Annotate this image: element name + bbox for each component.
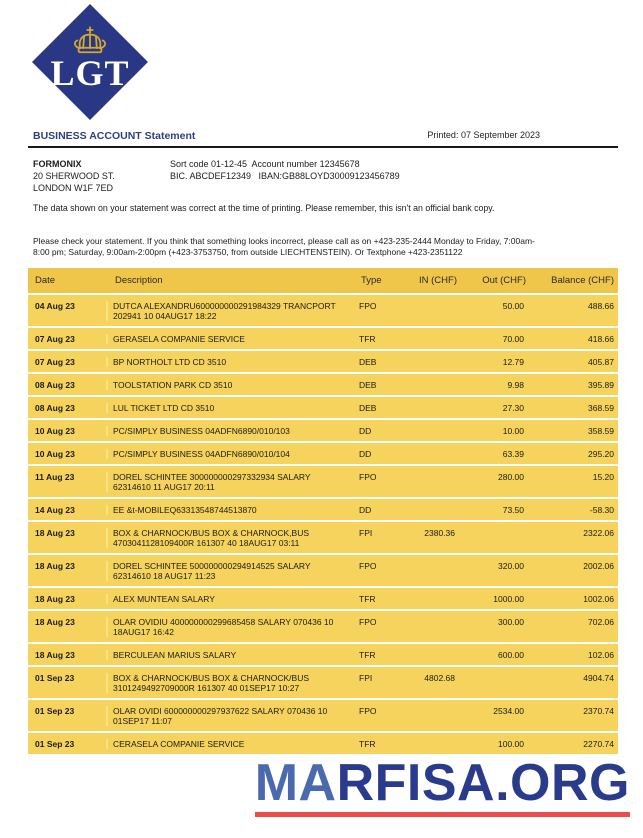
bic-iban-line: BIC. ABCDEF12349 IBAN:GB88LOYD30009123456789 xyxy=(170,171,400,181)
cell-description: DOREL SCHINTEE 500000000294914525 SALARY 62314610 18 AUG17 11:23 xyxy=(113,560,311,581)
cell-date: 01 Sep 23 xyxy=(28,673,108,693)
table-row xyxy=(28,644,618,665)
address-line-2: LONDON W1F 7ED xyxy=(33,183,114,193)
cell-balance: 368.59 xyxy=(588,402,614,413)
cell-description: LUL TICKET LTD CD 3510 xyxy=(113,402,215,413)
table-row xyxy=(28,522,618,553)
account-address xyxy=(33,158,170,194)
cell-balance: 358.59 xyxy=(588,425,614,436)
address-line-1: 20 SHERWOOD ST. xyxy=(33,171,115,181)
cell-description: TOOLSTATION PARK CD 3510 xyxy=(113,379,233,390)
cell-description: ALEX MUNTEAN SALARY xyxy=(113,593,215,604)
cell-out: 100.00 xyxy=(498,738,524,749)
table-row xyxy=(28,397,618,418)
cell-description: PC/SIMPLY BUSINESS 04ADFN6890/010/104 xyxy=(113,448,290,459)
table-row xyxy=(28,700,618,731)
statement-title: BUSINESS ACCOUNT Statement xyxy=(33,130,196,142)
col-date: Date xyxy=(35,275,56,286)
cell-description: CERASELA COMPANIE SERVICE xyxy=(113,738,245,749)
account-meta xyxy=(170,158,400,194)
cell-balance: 2270.74 xyxy=(583,738,614,749)
printed-date: Printed: 07 September 2023 xyxy=(427,130,540,140)
cell-description: BERCULEAN MARIUS SALARY xyxy=(113,649,237,660)
cell-balance: 102.06 xyxy=(588,649,614,660)
cell-type: TFR xyxy=(359,593,376,604)
table-row xyxy=(28,420,618,441)
cell-date: 18 Aug 23 xyxy=(28,528,108,548)
col-balance: Balance (CHF) xyxy=(551,275,614,286)
cell-type: FPO xyxy=(359,705,377,716)
cell-date: 10 Aug 23 xyxy=(28,426,108,436)
table-row xyxy=(28,374,618,395)
cell-out: 73.50 xyxy=(502,504,524,515)
table-row xyxy=(28,295,618,326)
table-row xyxy=(28,443,618,464)
table-header-row xyxy=(28,268,618,293)
account-block xyxy=(33,158,400,194)
cell-date: 04 Aug 23 xyxy=(28,301,108,321)
table-row xyxy=(28,588,618,609)
cell-out: 70.00 xyxy=(502,333,524,344)
cell-date: 18 Aug 23 xyxy=(28,617,108,637)
disclaimer-text: The data shown on your statement was correct at the time of printing. Please remember, this isn't an official bank copy. xyxy=(33,203,495,213)
cell-description: BP NORTHOLT LTD CD 3510 xyxy=(113,356,227,367)
lgt-logo-text: LGT xyxy=(50,53,130,93)
cell-balance: 418.66 xyxy=(588,333,614,344)
cell-date: 18 Aug 23 xyxy=(28,561,108,581)
cell-type: FPO xyxy=(359,471,377,482)
cell-description: EE &t-MOBILEQ63313548744513870 xyxy=(113,504,257,515)
col-out: Out (CHF) xyxy=(482,275,526,286)
cell-balance: 395.89 xyxy=(588,379,614,390)
cell-in: 4802.68 xyxy=(424,672,455,683)
cell-type: FPI xyxy=(359,672,373,683)
cell-out: 9.98 xyxy=(507,379,524,390)
cell-out: 1000.00 xyxy=(493,593,524,604)
cell-date: 11 Aug 23 xyxy=(28,472,108,492)
cell-balance: 15.20 xyxy=(592,471,614,482)
cell-description: GERASELA COMPANIE SERVICE xyxy=(113,333,245,344)
logo-text-ma: MA xyxy=(254,754,337,812)
cell-out: 27.30 xyxy=(502,402,524,413)
cell-date: 18 Aug 23 xyxy=(28,594,108,604)
cell-description: PC/SIMPLY BUSINESS 04ADFN6890/010/103 xyxy=(113,425,290,436)
cell-balance: 702.06 xyxy=(588,616,614,627)
notice-line-1: Please check your statement. If you think that something looks incorrect, please call as on +423-235-2444 Monday to Friday, 7:00am- xyxy=(33,236,535,246)
cell-type: TFR xyxy=(359,649,376,660)
table-row xyxy=(28,499,618,520)
cell-out: 2534.00 xyxy=(493,705,524,716)
cell-in: 2380.36 xyxy=(424,527,455,538)
cell-balance: 2322.06 xyxy=(583,527,614,538)
cell-date: 08 Aug 23 xyxy=(28,403,108,413)
cell-balance: 405.87 xyxy=(588,356,614,367)
cell-type: DEB xyxy=(359,402,377,413)
cell-balance: 1002.06 xyxy=(583,593,614,604)
cell-type: DD xyxy=(359,448,372,459)
cell-out: 10.00 xyxy=(502,425,524,436)
cell-date: 01 Sep 23 xyxy=(28,706,108,726)
cell-out: 320.00 xyxy=(498,560,524,571)
cell-date: 01 Sep 23 xyxy=(28,739,108,749)
account-name: FORMONIX xyxy=(33,159,82,169)
statement-table xyxy=(28,268,618,754)
cell-out: 300.00 xyxy=(498,616,524,627)
notice-line-2: 8:00 pm; Saturday, 9:00am-2:00pm (+423-3753750, from outside LIECHTENSTEIN). Or Textphone +423-2351122 xyxy=(33,247,463,257)
cell-date: 18 Aug 23 xyxy=(28,650,108,660)
cell-type: FPO xyxy=(359,300,377,311)
crown-icon xyxy=(70,26,110,54)
cell-date: 08 Aug 23 xyxy=(28,380,108,390)
table-row xyxy=(28,466,618,497)
cell-out: 63.39 xyxy=(502,448,524,459)
cell-type: DEB xyxy=(359,379,377,390)
cell-description: DUTCA ALEXANDRU600000000291984329 TRANCPORT 202941 10 04AUG17 18:22 xyxy=(113,300,336,321)
cell-out: 12.79 xyxy=(502,356,524,367)
cell-balance: 488.66 xyxy=(588,300,614,311)
cell-date: 07 Aug 23 xyxy=(28,334,108,344)
cell-out: 50.00 xyxy=(502,300,524,311)
col-in: IN (CHF) xyxy=(419,275,457,286)
statement-header xyxy=(33,130,618,142)
cell-type: DD xyxy=(359,425,372,436)
cell-description: BOX & CHARNOCK/BUS BOX & CHARNOCK,BUS 4703041128109400R 161307 40 18AUG17 03:11 xyxy=(113,527,310,548)
cell-balance: 2370.74 xyxy=(583,705,614,716)
table-row xyxy=(28,351,618,372)
logo-underline xyxy=(255,812,630,817)
col-type: Type xyxy=(361,275,382,286)
cell-type: FPI xyxy=(359,527,373,538)
cell-date: 07 Aug 23 xyxy=(28,357,108,367)
cell-balance: 4904.74 xyxy=(583,672,614,683)
cell-type: DD xyxy=(359,504,372,515)
cell-type: FPO xyxy=(359,560,377,571)
cell-type: FPO xyxy=(359,616,377,627)
cell-description: DOREL SCHINTEE 300000000297332934 SALARY 62314610 11 AUG17 20:11 xyxy=(113,471,311,492)
cell-balance: 2002.06 xyxy=(583,560,614,571)
cell-date: 14 Aug 23 xyxy=(28,505,108,515)
sort-code-line: Sort code 01-12-45 Account number 12345678 xyxy=(170,159,360,169)
table-row xyxy=(28,733,618,754)
footer-logo-text xyxy=(255,756,630,810)
cell-out: 280.00 xyxy=(498,471,524,482)
logo-text-rest: RFISA.ORG xyxy=(336,754,630,812)
cell-type: TFR xyxy=(359,738,376,749)
cell-balance: 295.20 xyxy=(588,448,614,459)
cell-out: 600.00 xyxy=(498,649,524,660)
cell-date: 10 Aug 23 xyxy=(28,449,108,459)
table-row xyxy=(28,611,618,642)
cell-type: DEB xyxy=(359,356,377,367)
table-row xyxy=(28,555,618,586)
header-divider xyxy=(28,146,618,148)
cell-description: OLAR OVIDIU 400000000299685458 SALARY 070436 10 18AUG17 16:42 xyxy=(113,616,334,637)
cell-description: OLAR OVIDI 600000000297937622 SALARY 070436 10 01SEP17 11:07 xyxy=(113,705,328,726)
cell-description: BOX & CHARNOCK/BUS BOX & CHARNOCK/BUS 3101249492709000R 161307 40 01SEP17 10:27 xyxy=(113,672,310,693)
col-description: Description xyxy=(115,275,163,286)
table-row xyxy=(28,667,618,698)
lgt-logo xyxy=(28,10,152,120)
footer-logo xyxy=(255,756,630,817)
cell-balance: -58.30 xyxy=(589,504,614,515)
table-row xyxy=(28,328,618,349)
notice-block xyxy=(33,236,535,258)
cell-type: TFR xyxy=(359,333,376,344)
